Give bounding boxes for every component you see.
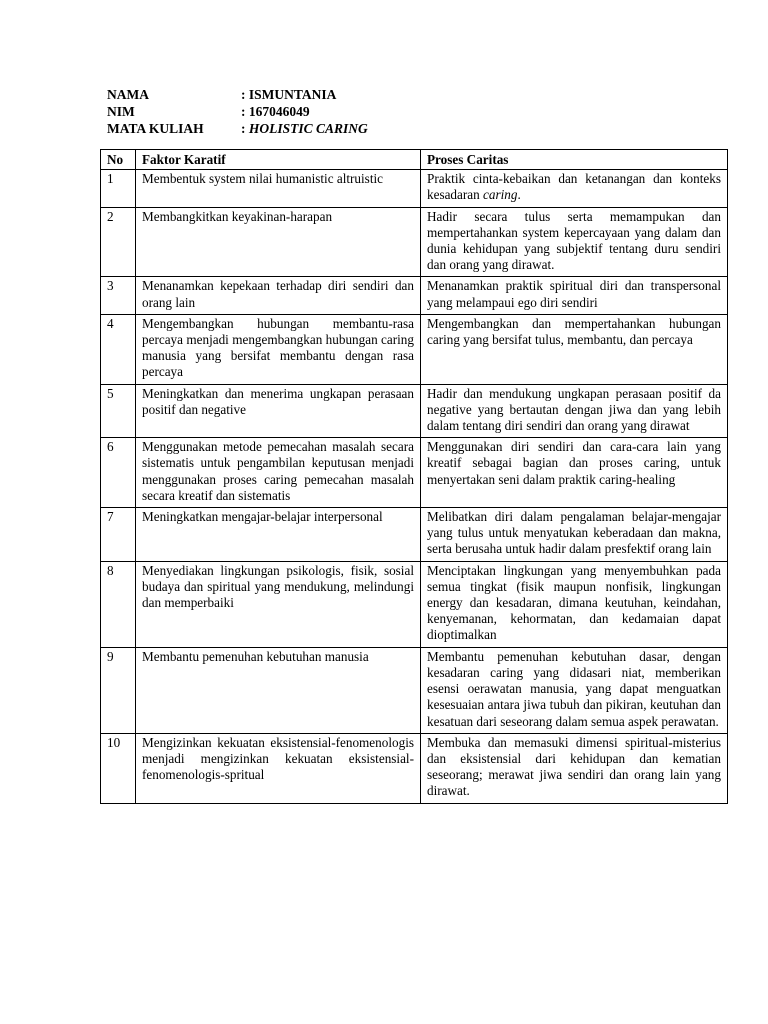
row-number: 2 xyxy=(101,207,136,277)
table-row xyxy=(101,733,728,803)
table-row xyxy=(101,170,728,207)
mata-kuliah-prefix: : xyxy=(241,121,249,136)
row-number: 3 xyxy=(101,277,136,314)
table-row xyxy=(101,207,728,277)
proses-caritas-cell: Mengembangkan dan mempertahankan hubungan caring yang bersifat tulus, membantu, dan percaya xyxy=(421,314,728,384)
nama-value: : ISMUNTANIA xyxy=(241,87,337,102)
caring-factors-table xyxy=(100,149,728,804)
proses-caritas-cell: Hadir secara tulus serta memampukan dan mempertahankan system kepercayaan yang dalam dan dunia kehidupan yang subjektif tentang duru sendiri dan orang yang dirawat. xyxy=(421,207,728,277)
header-proses-caritas: Proses Caritas xyxy=(421,150,728,170)
nim-value: : 167046049 xyxy=(241,104,310,119)
header-faktor-karatif: Faktor Karatif xyxy=(136,150,421,170)
nim-row xyxy=(107,103,368,120)
row-number: 4 xyxy=(101,314,136,384)
proses-caritas-cell: Menciptakan lingkungan yang menyembuhkan pada semua tingkat (fisik maupun nonfisik, lingkungan energy dan kesadaran, dimana keutuhan, keindahan, kenyemanan, kehormatan, dan kedamaian dapat dioptimalkan xyxy=(421,561,728,647)
proses-text-end: . xyxy=(517,187,521,203)
faktor-karatif-cell: Meningkatkan dan menerima ungkapan perasaan positif dan negative xyxy=(136,384,421,438)
proses-caritas-cell: Menanamkan praktik spiritual diri dan transpersonal yang melampaui ego diri sendiri xyxy=(421,277,728,314)
faktor-karatif-cell: Mengizinkan kekuatan eksistensial-fenomenologis menjadi mengizinkan kekuatan eksistensial-fenomenologis-spritual xyxy=(136,733,421,803)
table-row xyxy=(101,314,728,384)
proses-caritas-cell: Hadir dan mendukung ungkapan perasaan positif da negative yang bertautan dengan jiwa dan yang lebih dalam tentang diri sendiri dan orang yang dirawat xyxy=(421,384,728,438)
header-no: No xyxy=(101,150,136,170)
mata-kuliah-name: HOLISTIC CARING xyxy=(248,121,368,136)
faktor-karatif-cell: Meningkatkan mengajar-belajar interpersonal xyxy=(136,508,421,562)
row-number: 9 xyxy=(101,647,136,733)
faktor-karatif-cell: Menanamkan kepekaan terhadap diri sendiri dan orang lain xyxy=(136,277,421,314)
nama-label: NAMA xyxy=(107,87,149,102)
row-number: 8 xyxy=(101,561,136,647)
mata-kuliah-row xyxy=(107,120,368,137)
proses-caritas-cell: Membuka dan memasuki dimensi spiritual-misterius dan eksistensial dari kehidupan dan kematian seseorang; merawat jiwa sendiri dan orang lain yang dirawat. xyxy=(421,733,728,803)
row-number: 10 xyxy=(101,733,136,803)
faktor-karatif-cell: Membentuk system nilai humanistic altruistic xyxy=(136,170,421,207)
proses-caritas-cell: Membantu pemenuhan kebutuhan dasar, dengan kesadaran caring yang didasari niat, memberikan esensi oerawatan manusia, yang dapat menguatkan kesesuaian antara jiwa tubuh dan pikiran, keutuhan dan kesatuan dari seseorang dalam semua aspek perawatan. xyxy=(421,647,728,733)
table-header-row xyxy=(101,150,728,170)
table-row xyxy=(101,647,728,733)
faktor-karatif-cell: Menggunakan metode pemecahan masalah secara sistematis untuk pengambilan keputusan menjadi menggunakan proses caring pemecahan masalah secara kreatif dan sistematis xyxy=(136,438,421,508)
table-row xyxy=(101,438,728,508)
row-number: 5 xyxy=(101,384,136,438)
faktor-karatif-cell: Menyediakan lingkungan psikologis, fisik, sosial budaya dan spiritual yang mendukung, melindungi dan memperbaiki xyxy=(136,561,421,647)
proses-caritas-cell: Menggunakan diri sendiri dan cara-cara lain yang kreatif sebagai bagian dan proses caring, untuk menyertakan seni dalam praktik caring-healing xyxy=(421,438,728,508)
faktor-karatif-cell: Mengembangkan hubungan membantu-rasa percaya menjadi mengembangkan hubungan caring manusia yang bersifat membantu dengan rasa percaya xyxy=(136,314,421,384)
faktor-karatif-cell: Membantu pemenuhan kebutuhan manusia xyxy=(136,647,421,733)
nim-label: NIM xyxy=(107,104,135,119)
mata-kuliah-value xyxy=(241,120,368,137)
mata-kuliah-label: MATA KULIAH xyxy=(107,121,204,136)
student-info xyxy=(107,86,368,137)
row-number: 7 xyxy=(101,508,136,562)
row-number: 1 xyxy=(101,170,136,207)
proses-emphasis: caring xyxy=(483,187,518,203)
proses-caritas-cell: Melibatkan diri dalam pengalaman belajar-mengajar yang tulus untuk menyatukan keberadaan dan makna, serta berusaha untuk hadir dalam presfektif orang lain xyxy=(421,508,728,562)
table-row xyxy=(101,384,728,438)
proses-caritas-cell xyxy=(421,170,728,207)
table-row xyxy=(101,508,728,562)
table-row xyxy=(101,277,728,314)
nama-row xyxy=(107,86,368,103)
table-row xyxy=(101,561,728,647)
proses-text: Praktik cinta-kebaikan dan ketanangan dan konteks kesadaran xyxy=(427,171,721,203)
row-number: 6 xyxy=(101,438,136,508)
faktor-karatif-cell: Membangkitkan keyakinan-harapan xyxy=(136,207,421,277)
